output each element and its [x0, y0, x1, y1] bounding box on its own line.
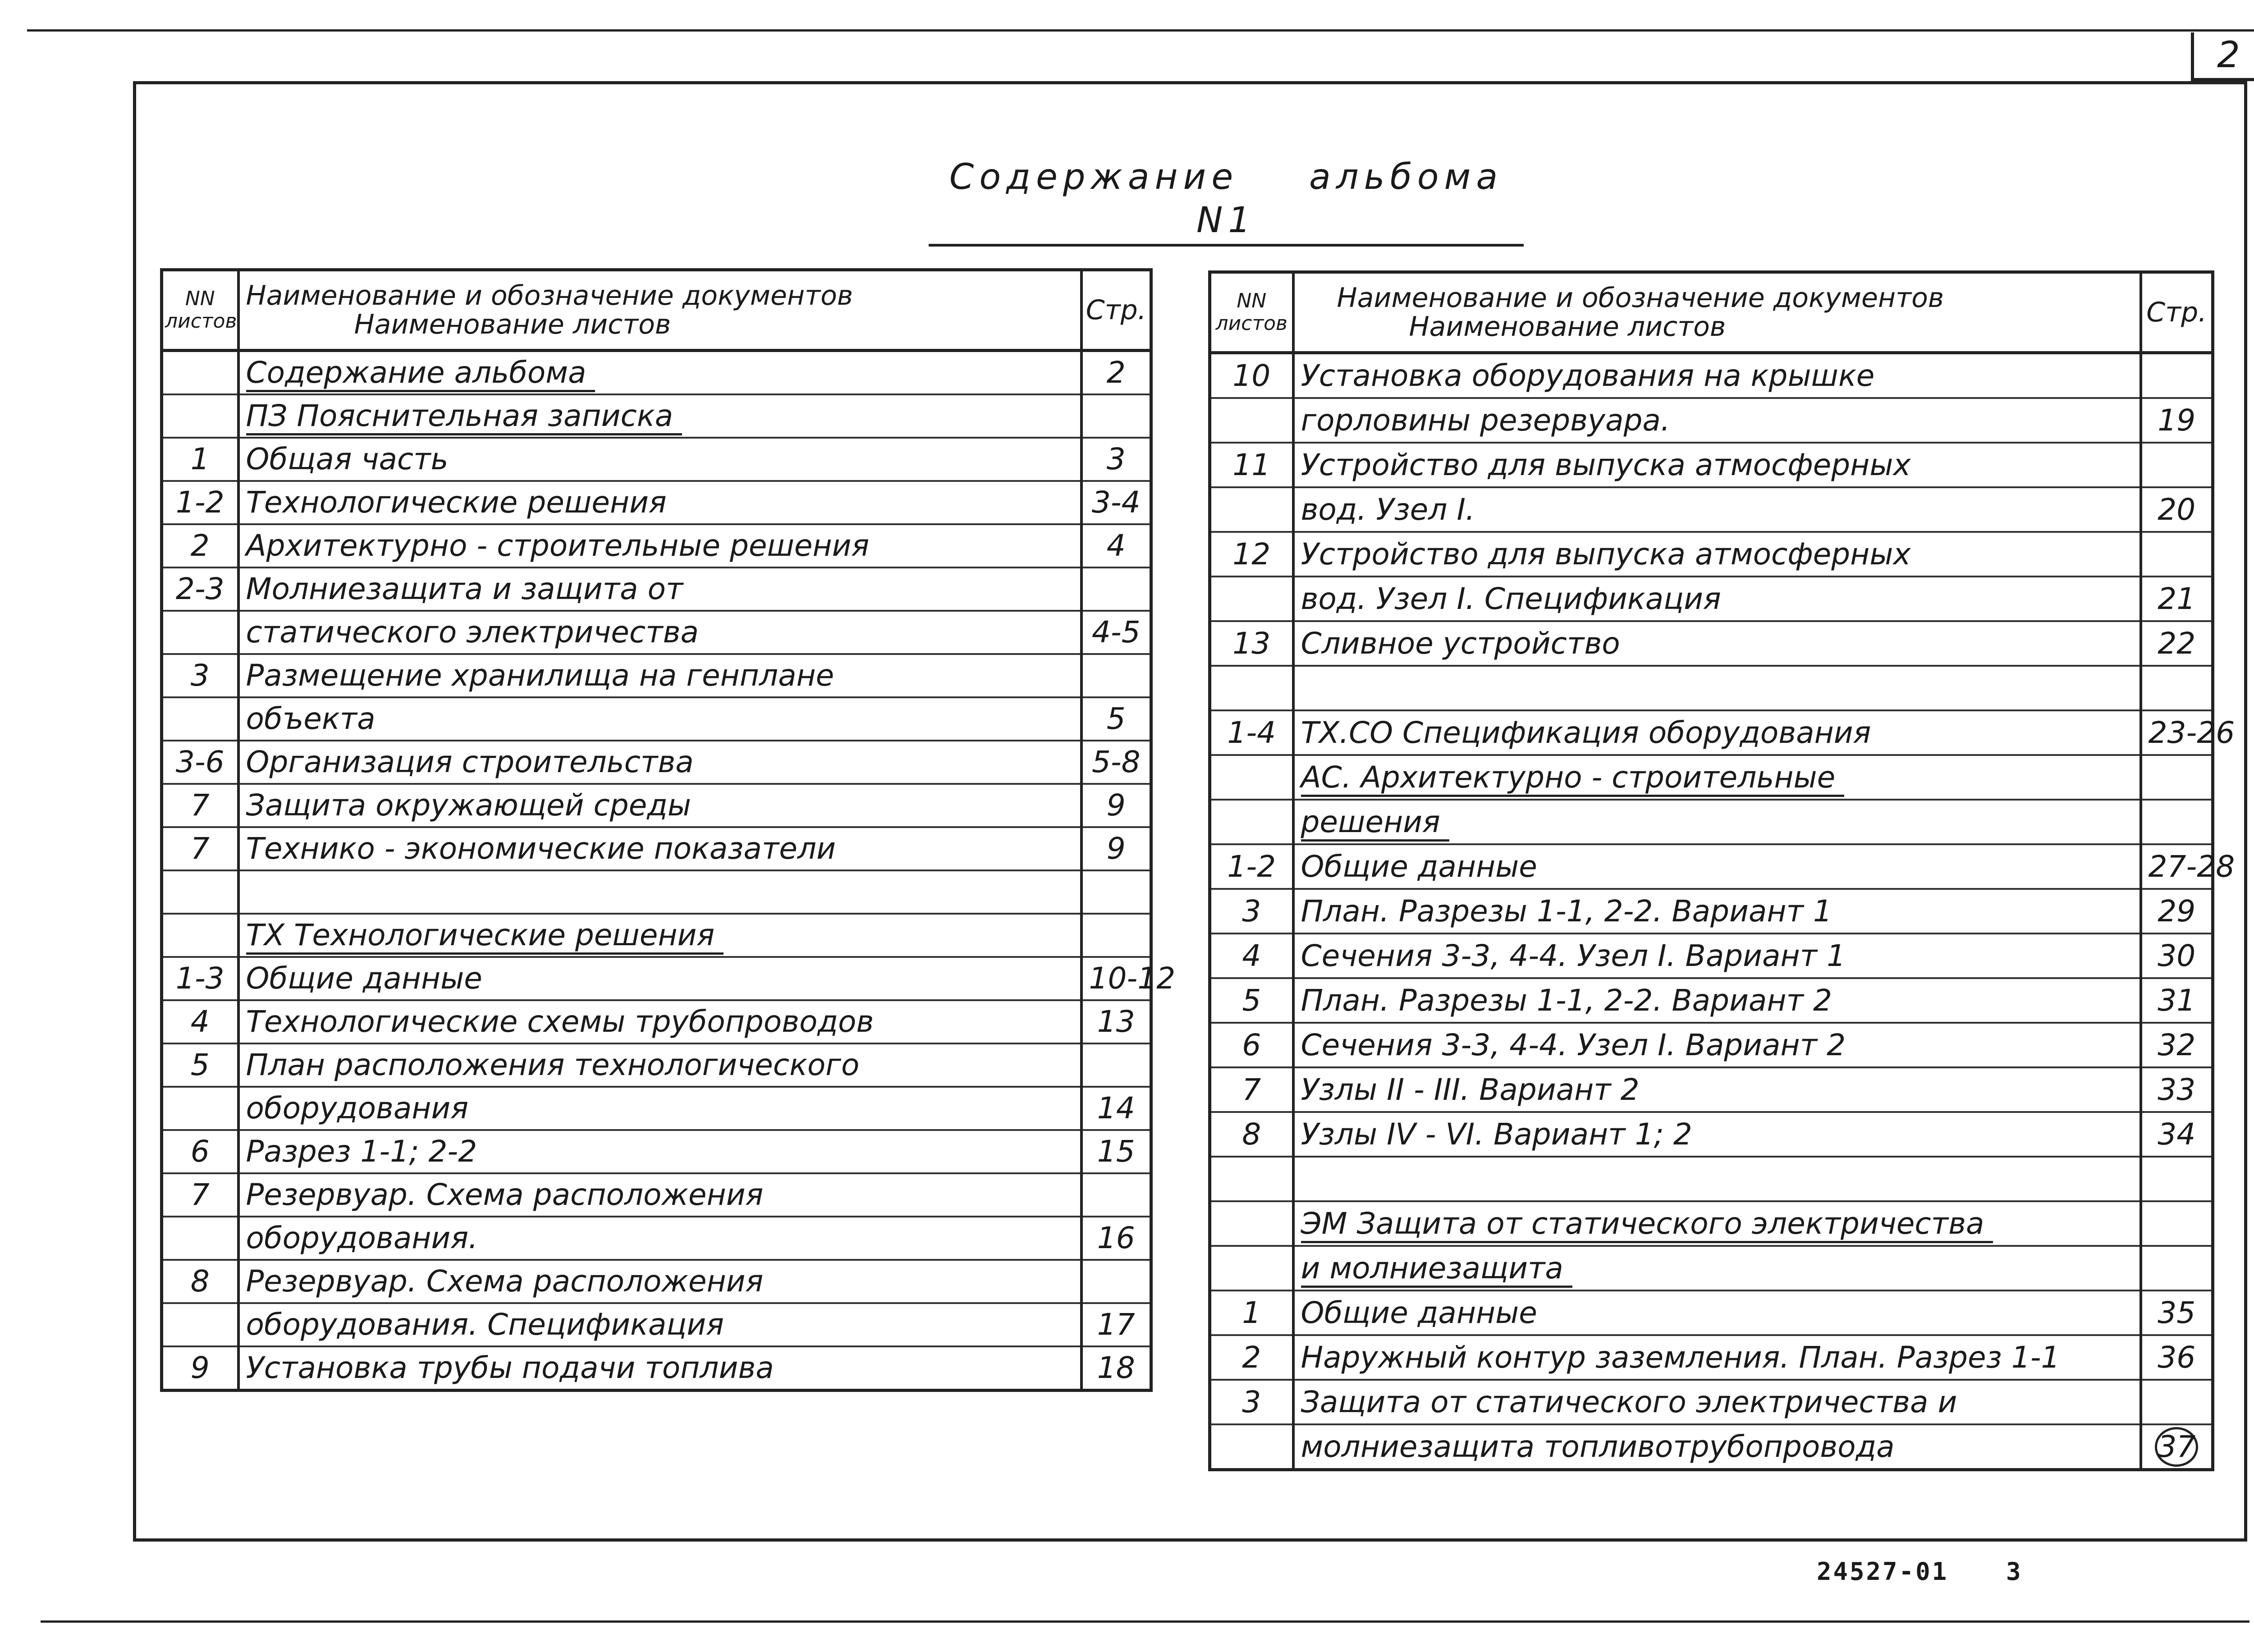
header-document-name — [1293, 272, 2141, 353]
sheet-number-cell: 3-6 — [162, 741, 238, 784]
sheet-number-cell — [1210, 1424, 1293, 1470]
page-cell — [1081, 567, 1151, 611]
page-cell: 9 — [1081, 784, 1151, 827]
sheet-number-cell: 2-3 — [162, 567, 238, 611]
sheet-number-cell — [1210, 666, 1293, 710]
sheet-number-cell: 5 — [1210, 978, 1293, 1023]
sheet-name-cell: План. Разрезы 1-1, 2-2. Вариант 1 — [1293, 889, 2141, 934]
sheet-name-cell: Сечения 3-3, 4-4. Узел I. Вариант 2 — [1293, 1023, 2141, 1067]
sheet-number-cell — [162, 1303, 238, 1346]
table-row — [162, 394, 1151, 438]
sheet-name-cell: Общие данные — [1293, 1290, 2141, 1335]
table-row — [1210, 1157, 2213, 1201]
sheet-number-cell — [162, 611, 238, 654]
sheet-number-cell: 1 — [1210, 1290, 1293, 1335]
table-row — [1210, 577, 2213, 621]
sheet-name-cell: Устройство для выпуска атмосферных — [1293, 443, 2141, 487]
page-cell — [2141, 443, 2213, 487]
table-row — [162, 741, 1151, 784]
table-row — [1210, 666, 2213, 710]
table-header — [162, 270, 1151, 351]
page-cell: 21 — [2141, 577, 2213, 621]
sheet-number-cell: 13 — [1210, 621, 1293, 666]
sheet-name-cell — [1293, 1157, 2141, 1201]
page-cell — [2141, 1424, 2213, 1470]
sheet-number-cell: 5 — [162, 1043, 238, 1087]
sheet-number-cell — [1210, 1246, 1293, 1290]
sheet-number-cell: 3 — [1210, 1380, 1293, 1424]
page-cell — [2141, 1246, 2213, 1290]
table-row — [162, 1260, 1151, 1303]
page-cell: 19 — [2141, 398, 2213, 443]
page-cell — [1081, 1260, 1151, 1303]
sheet-number-cell — [162, 1087, 238, 1130]
sheet-name-cell: Наружный контур заземления. План. Разрез 1-1 — [1293, 1335, 2141, 1380]
sheet-name-cell: Устройство для выпуска атмосферных — [1293, 532, 2141, 577]
table-row — [1210, 934, 2213, 978]
page-cell — [2141, 1201, 2213, 1246]
sheet-name-cell: План расположения технологического — [238, 1043, 1081, 1087]
header-name-line1: Наименование и обозначение документов — [1337, 282, 1944, 314]
table-row — [1210, 844, 2213, 889]
header-page: Стр. — [1081, 270, 1151, 351]
page-cell: 27-28 — [2141, 844, 2213, 889]
section-title: Содержание альбома — [246, 355, 596, 392]
sheet-number-cell: 10 — [1210, 353, 1293, 398]
table-row — [162, 567, 1151, 611]
section-title: АС. Архитектурно - строительные — [1301, 760, 1845, 797]
top-trim-line — [27, 29, 2254, 32]
table-row — [162, 1087, 1151, 1130]
sheet-name-cell: Архитектурно - строительные решения — [238, 524, 1081, 567]
page-cell — [2141, 755, 2213, 800]
sheet-number-cell: 1-4 — [1210, 710, 1293, 755]
sheet-name-cell: Разрез 1-1; 2-2 — [238, 1130, 1081, 1173]
circled-page: 37 — [2155, 1427, 2198, 1467]
page-cell — [2141, 532, 2213, 577]
section-title: ПЗ Пояснительная записка — [246, 398, 683, 435]
page-cell — [2141, 353, 2213, 398]
table-header — [1210, 272, 2213, 353]
bottom-trim-line — [41, 1620, 2249, 1623]
page-cell: 31 — [2141, 978, 2213, 1023]
header-document-name — [238, 270, 1081, 351]
sheet-name-cell — [1293, 800, 2141, 844]
page-cell: 4 — [1081, 524, 1151, 567]
sheet-name-cell: вод. Узел I. Спецификация — [1293, 577, 2141, 621]
sheet-name-cell: План. Разрезы 1-1, 2-2. Вариант 2 — [1293, 978, 2141, 1023]
header-name-line1: Наименование и обозначение документов — [246, 280, 853, 311]
sheet-number-cell: 1-2 — [1210, 844, 1293, 889]
page-cell: 17 — [1081, 1303, 1151, 1346]
page-cell: 9 — [1081, 827, 1151, 870]
page-cell — [1081, 870, 1151, 914]
table-row — [162, 827, 1151, 870]
table-row — [162, 1000, 1151, 1043]
sheet-name-cell: оборудования. — [238, 1217, 1081, 1260]
table-row — [1210, 755, 2213, 800]
table-row — [162, 957, 1151, 1000]
sheet-number-cell — [162, 914, 238, 957]
sheet-name-cell: Технико - экономические показатели — [238, 827, 1081, 870]
sheet-number-cell: 1-2 — [162, 481, 238, 524]
page-cell: 23-26 — [2141, 710, 2213, 755]
table-row — [1210, 1335, 2213, 1380]
table-row — [1210, 532, 2213, 577]
table-row — [162, 1217, 1151, 1260]
sheet-number-cell — [162, 870, 238, 914]
table-row — [1210, 487, 2213, 532]
table-row — [162, 914, 1151, 957]
table-row — [162, 1346, 1151, 1391]
sheet-name-cell: Установка трубы подачи топлива — [238, 1346, 1081, 1391]
table-row — [162, 697, 1151, 741]
table-row — [1210, 353, 2213, 398]
sheet-name-cell: Молниезащита и защита от — [238, 567, 1081, 611]
sheet-number-cell: 6 — [1210, 1023, 1293, 1067]
sheet-name-cell — [238, 351, 1081, 395]
page-cell: 10-12 — [1081, 957, 1151, 1000]
section-title: ТХ Технологические решения — [246, 918, 724, 955]
sheet-number-cell — [162, 351, 238, 395]
sheet-name-cell: Общие данные — [238, 957, 1081, 1000]
table-row — [162, 1043, 1151, 1087]
sheet-name-cell: Сечения 3-3, 4-4. Узел I. Вариант 1 — [1293, 934, 2141, 978]
sheet-number-cell — [162, 1217, 238, 1260]
page-cell: 18 — [1081, 1346, 1151, 1391]
table-row — [162, 870, 1151, 914]
sheet-number-cell: 2 — [162, 524, 238, 567]
page-cell: 35 — [2141, 1290, 2213, 1335]
header-page: Стр. — [2141, 272, 2213, 353]
sheet-number: 3 — [2006, 1557, 2021, 1586]
table-row — [1210, 710, 2213, 755]
page-cell — [2141, 1157, 2213, 1201]
sheet-name-cell: вод. Узел I. — [1293, 487, 2141, 532]
sheet-name-cell: молниезащита топливотрубопровода — [1293, 1424, 2141, 1470]
sheet-number-cell: 7 — [1210, 1067, 1293, 1112]
page-cell: 13 — [1081, 1000, 1151, 1043]
sheet-number-cell: 1 — [162, 438, 238, 481]
table-row — [1210, 1023, 2213, 1067]
table-row — [1210, 889, 2213, 934]
sheet-name-cell: Технологические схемы трубопроводов — [238, 1000, 1081, 1043]
sheet-number-cell: 7 — [162, 784, 238, 827]
sheet-name-cell: Резервуар. Схема расположения — [238, 1173, 1081, 1217]
sheet-number-cell: 3 — [1210, 889, 1293, 934]
table-row — [1210, 800, 2213, 844]
header-sheet-numbers: NN листов — [1210, 272, 1293, 353]
page-cell: 5 — [1081, 697, 1151, 741]
page-cell — [2141, 666, 2213, 710]
section-title: ЭМ Защита от статического электричества — [1301, 1206, 1993, 1243]
table-row — [1210, 978, 2213, 1023]
sheet-name-cell: Установка оборудования на крышке — [1293, 353, 2141, 398]
table-row — [1210, 1067, 2213, 1112]
table-row — [162, 481, 1151, 524]
sheet-number-cell: 6 — [162, 1130, 238, 1173]
page-cell: 15 — [1081, 1130, 1151, 1173]
table-row — [1210, 1112, 2213, 1157]
sheet-name-cell: оборудования — [238, 1087, 1081, 1130]
page-cell — [1081, 394, 1151, 438]
table-row — [1210, 398, 2213, 443]
table-row — [1210, 443, 2213, 487]
sheet-name-cell: статического электричества — [238, 611, 1081, 654]
sheet-number-cell — [162, 697, 238, 741]
sheet-number-cell: 4 — [1210, 934, 1293, 978]
sheet-name-cell — [1293, 1246, 2141, 1290]
table-row — [1210, 1246, 2213, 1290]
sheet-name-cell: Защита окружающей среды — [238, 784, 1081, 827]
page-cell — [1081, 914, 1151, 957]
page-title: Содержание альбома N1 — [929, 156, 1524, 247]
page-cell — [1081, 1043, 1151, 1087]
page-cell: 22 — [2141, 621, 2213, 666]
table-row — [162, 1130, 1151, 1173]
contents-table-right — [1208, 270, 2235, 1471]
sheet-number-cell: 11 — [1210, 443, 1293, 487]
sheet-name-cell: Узлы IV - VI. Вариант 1; 2 — [1293, 1112, 2141, 1157]
sheet-name-cell: Резервуар. Схема расположения — [238, 1260, 1081, 1303]
sheet-number-cell: 7 — [162, 827, 238, 870]
section-title: и молниезащита — [1301, 1251, 1572, 1288]
sheet-number-cell: 1-3 — [162, 957, 238, 1000]
contents-table-left — [160, 268, 1176, 1392]
sheet-name-cell: Организация строительства — [238, 741, 1081, 784]
sheet-name-cell: Защита от статического электричества и — [1293, 1380, 2141, 1424]
sheet-number-cell — [1210, 1157, 1293, 1201]
sheet-name-cell: оборудования. Спецификация — [238, 1303, 1081, 1346]
sheet-number-cell: 8 — [162, 1260, 238, 1303]
page-cell: 14 — [1081, 1087, 1151, 1130]
page-cell: 3 — [1081, 438, 1151, 481]
table-row — [162, 1173, 1151, 1217]
page-cell: 33 — [2141, 1067, 2213, 1112]
page-cell — [2141, 1380, 2213, 1424]
sheet-number-cell: 8 — [1210, 1112, 1293, 1157]
table-row — [1210, 621, 2213, 666]
sheet-number-cell: 9 — [162, 1346, 238, 1391]
table-row — [162, 351, 1151, 395]
sheet-number-cell: 4 — [162, 1000, 238, 1043]
sheet-name-cell — [238, 914, 1081, 957]
page-cell: 34 — [2141, 1112, 2213, 1157]
table-row — [162, 1303, 1151, 1346]
table-row — [162, 654, 1151, 697]
sheet-name-cell: Сливное устройство — [1293, 621, 2141, 666]
sheet-number-cell — [1210, 1201, 1293, 1246]
sheet-name-cell — [238, 870, 1081, 914]
sheet-number-cell — [1210, 398, 1293, 443]
sheet-number-cell: 12 — [1210, 532, 1293, 577]
sheet-number-cell — [1210, 487, 1293, 532]
sheet-name-cell — [1293, 1201, 2141, 1246]
page-cell: 4-5 — [1081, 611, 1151, 654]
page-cell: 29 — [2141, 889, 2213, 934]
table-row — [162, 784, 1151, 827]
sheet-number-cell — [1210, 800, 1293, 844]
table-row — [162, 524, 1151, 567]
sheet-name-cell: Узлы II - III. Вариант 2 — [1293, 1067, 2141, 1112]
sheet-number-cell: 7 — [162, 1173, 238, 1217]
table-row — [1210, 1424, 2213, 1470]
page-cell: 30 — [2141, 934, 2213, 978]
page-cell — [1081, 1173, 1151, 1217]
sheet-name-cell: объекта — [238, 697, 1081, 741]
page-number: 2 — [2191, 32, 2254, 81]
header-name-line2: Наименование листов — [354, 309, 671, 340]
sheet-name-cell: горловины резервуара. — [1293, 398, 2141, 443]
page-cell: 3-4 — [1081, 481, 1151, 524]
table-row — [162, 438, 1151, 481]
sheet-name-cell — [1293, 666, 2141, 710]
page-cell — [2141, 800, 2213, 844]
header-sheet-numbers: NN листов — [162, 270, 238, 351]
sheet-name-cell — [238, 394, 1081, 438]
sheet-number-cell: 3 — [162, 654, 238, 697]
table-row — [1210, 1380, 2213, 1424]
sheet-number-cell — [1210, 577, 1293, 621]
page-cell: 32 — [2141, 1023, 2213, 1067]
sheet-name-cell: Размещение хранилища на генплане — [238, 654, 1081, 697]
page-cell: 2 — [1081, 351, 1151, 395]
page-cell: 20 — [2141, 487, 2213, 532]
table-row — [1210, 1201, 2213, 1246]
page-cell — [1081, 654, 1151, 697]
sheet-number-cell: 2 — [1210, 1335, 1293, 1380]
sheet-number-cell — [1210, 755, 1293, 800]
page-cell: 36 — [2141, 1335, 2213, 1380]
sheet-name-cell: ТХ.СО Спецификация оборудования — [1293, 710, 2141, 755]
sheet-number-cell — [162, 394, 238, 438]
sheet-name-cell: Технологические решения — [238, 481, 1081, 524]
section-title: решения — [1301, 805, 1449, 842]
table-row — [1210, 1290, 2213, 1335]
sheet-name-cell: Общая часть — [238, 438, 1081, 481]
page-cell: 5-8 — [1081, 741, 1151, 784]
sheet-name-cell — [1293, 755, 2141, 800]
table-row — [162, 611, 1151, 654]
sheet-name-cell: Общие данные — [1293, 844, 2141, 889]
header-name-line2: Наименование листов — [1409, 311, 1726, 343]
document-code: 24527-01 — [1817, 1557, 1949, 1586]
page-cell: 16 — [1081, 1217, 1151, 1260]
